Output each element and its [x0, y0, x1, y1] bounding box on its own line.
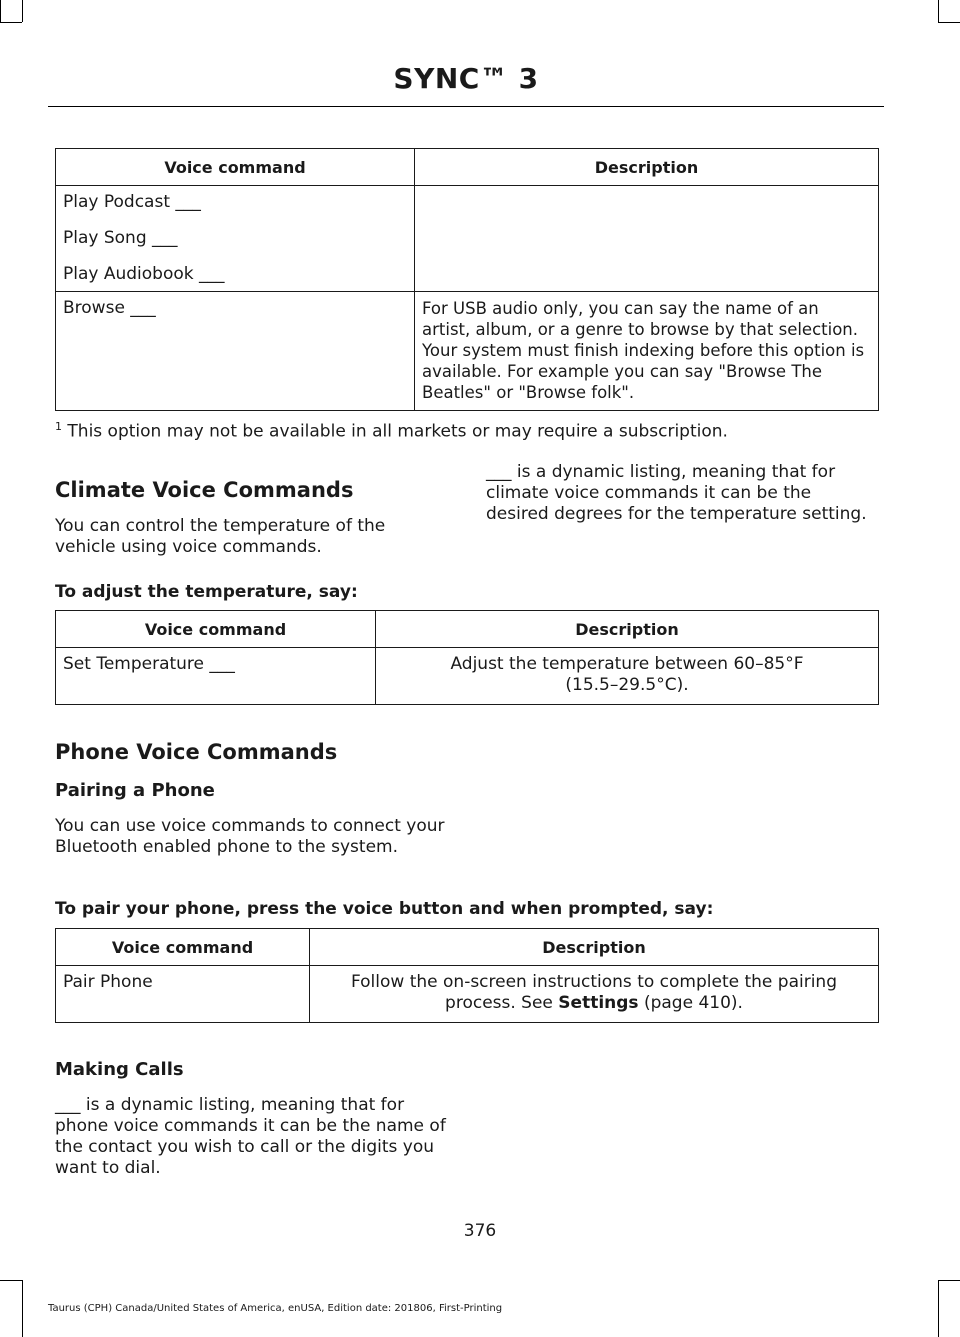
crop-mark [0, 22, 22, 23]
table-header-row [56, 149, 879, 186]
settings-link[interactable]: Settings [558, 993, 639, 1013]
climate-dynamic-note: ___ is a dynamic listing, meaning that for climate voice commands it can be the desired degrees for the temperature setting. [486, 462, 867, 524]
section-title-phone: Phone Voice Commands [55, 740, 338, 764]
column-header: Description [376, 611, 879, 648]
description-cell [415, 186, 879, 292]
temperature-lead: To adjust the temperature, say: [55, 582, 358, 602]
table-row [56, 186, 879, 292]
pairing-text: You can use voice commands to connect your Bluetooth enabled phone to the system. [55, 816, 445, 857]
crop-mark [938, 1280, 960, 1281]
footnote-marker: 1 [55, 420, 62, 433]
crop-mark [22, 1280, 23, 1337]
voice-command: Play Song ___ [63, 228, 178, 248]
table-row [56, 966, 879, 1023]
media-commands-table [55, 148, 879, 411]
crop-mark [938, 22, 960, 23]
table-row [56, 648, 879, 705]
column-header: Voice command [56, 149, 415, 186]
subsection-title-pairing: Pairing a Phone [55, 780, 215, 801]
crop-mark [938, 0, 939, 22]
table-row [56, 292, 879, 411]
phone-commands-table [55, 928, 879, 1023]
pairing-lead: To pair your phone, press the voice button and when prompted, say: [55, 899, 714, 919]
description-cell: For USB audio only, you can say the name of an artist, album, or a genre to browse by that selection. Your system must finish indexing before this option is available. For example you can say "Browse The Beatles" or "Browse folk". [415, 292, 879, 411]
column-header: Description [415, 149, 879, 186]
crop-mark [22, 0, 23, 22]
page-number: 376 [463, 1221, 497, 1241]
voice-command: Browse ___ [63, 298, 156, 318]
crop-mark [938, 1280, 939, 1337]
description-text: (page 410). [638, 993, 743, 1013]
command-cell [56, 292, 415, 411]
climate-commands-table [55, 610, 879, 705]
header-divider [48, 106, 884, 107]
subsection-title-calls: Making Calls [55, 1059, 184, 1080]
footnote [55, 420, 728, 442]
voice-command: Play Podcast ___ [63, 192, 201, 212]
voice-command: Play Audiobook ___ [63, 264, 225, 284]
section-title-climate: Climate Voice Commands [55, 478, 354, 502]
table-header-row [56, 611, 879, 648]
command-cell [56, 186, 415, 292]
description-cell [310, 966, 879, 1023]
column-header: Voice command [56, 929, 310, 966]
description-text: Follow the on-screen instructions to complete the pairing process. See [350, 972, 837, 1013]
edition-note: Taurus (CPH) Canada/United States of America, enUSA, Edition date: 201806, First-Printing [48, 1303, 503, 1314]
column-header: Description [310, 929, 879, 966]
voice-command: Pair Phone [56, 966, 310, 1023]
description-cell: Adjust the temperature between 60–85°F (15.5–29.5°C). [376, 648, 879, 705]
calls-text: ___ is a dynamic listing, meaning that for phone voice commands it can be the name of the contact you wish to call or the digits you want to dial. [55, 1095, 446, 1178]
page-title: SYNC™ 3 [393, 62, 539, 95]
crop-mark [0, 1280, 22, 1281]
table-header-row [56, 929, 879, 966]
footnote-text: This option may not be available in all markets or may require a subscription. [62, 421, 728, 442]
climate-intro: You can control the temperature of the vehicle using voice commands. [55, 516, 386, 557]
voice-command: Set Temperature ___ [56, 648, 376, 705]
column-header: Voice command [56, 611, 376, 648]
crop-mark [0, 0, 1, 22]
